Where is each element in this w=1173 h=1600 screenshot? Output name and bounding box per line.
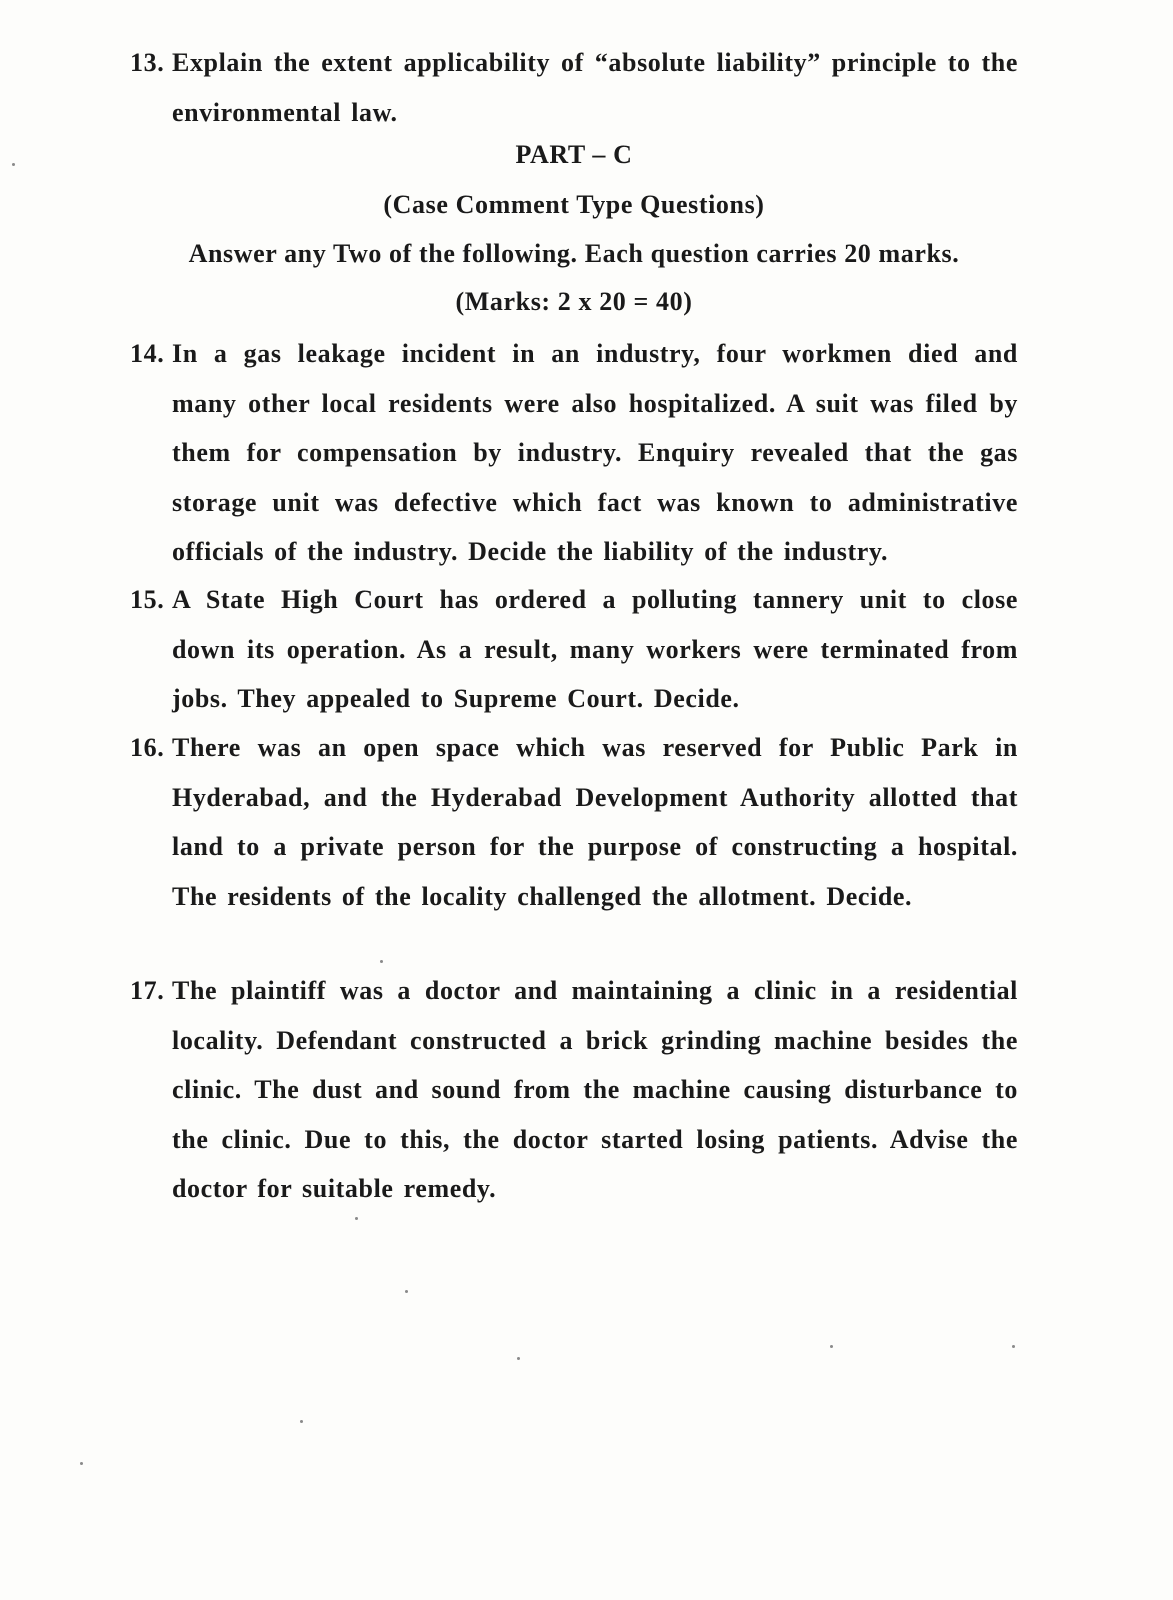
- part-c-subheading: (Case Comment Type Questions): [383, 190, 765, 219]
- question-text: The plaintiff was a doctor and maintaining a clinic in a residential locality. Defendant constructed a brick grinding machine besides the clinic. The dust and sound from the machine causing disturbance to the clinic. Due to this, the doctor started losing patients. Advise the doctor for suitable remedy.: [172, 976, 1018, 1203]
- scan-speck: [380, 960, 383, 963]
- question-number: 13.: [130, 48, 165, 77]
- question-text: Explain the extent applicability of “absolute liability” principle to the environmental law.: [172, 48, 1018, 127]
- question-14: [130, 329, 1018, 577]
- scan-speck: [517, 1357, 520, 1360]
- question-number: 14.: [130, 339, 165, 368]
- scan-speck: [830, 1345, 833, 1348]
- question-number: 17.: [130, 976, 165, 1005]
- scan-speck: [80, 1462, 83, 1465]
- question-13: [130, 38, 1018, 137]
- scan-speck: [12, 163, 15, 166]
- question-number: 16.: [130, 733, 165, 762]
- scan-speck: [355, 1217, 358, 1220]
- question-text: There was an open space which was reserved for Public Park in Hyderabad, and the Hyderabad Development Authority allotted that land to a private person for the purpose of constructing a hospital. The residents of the locality challenged the allotment. Decide.: [172, 733, 1018, 911]
- question-number: 15.: [130, 585, 165, 614]
- scan-speck: [405, 1290, 408, 1293]
- part-c-instruction: Answer any Two of the following. Each question carries 20 marks.: [188, 239, 960, 268]
- scan-speck: [1012, 1345, 1015, 1348]
- part-c-heading: PART – C: [515, 140, 633, 169]
- question-16: [130, 723, 1018, 921]
- part-c-marks: (Marks: 2 x 20 = 40): [455, 287, 693, 316]
- question-text: A State High Court has ordered a polluting tannery unit to close down its operation. As a result, many workers were terminated from jobs. They appealed to Supreme Court. Decide.: [172, 585, 1018, 713]
- scan-speck: [300, 1420, 303, 1423]
- question-text: In a gas leakage incident in an industry, four workmen died and many other local residents were also hospitalized. A suit was filed by them for compensation by industry. Enquiry revealed that the gas storage unit was defective which fact was known to administrative officials of the industry. Decide the liability of the industry.: [172, 339, 1018, 566]
- question-15: [130, 575, 1018, 724]
- question-17: [130, 966, 1018, 1214]
